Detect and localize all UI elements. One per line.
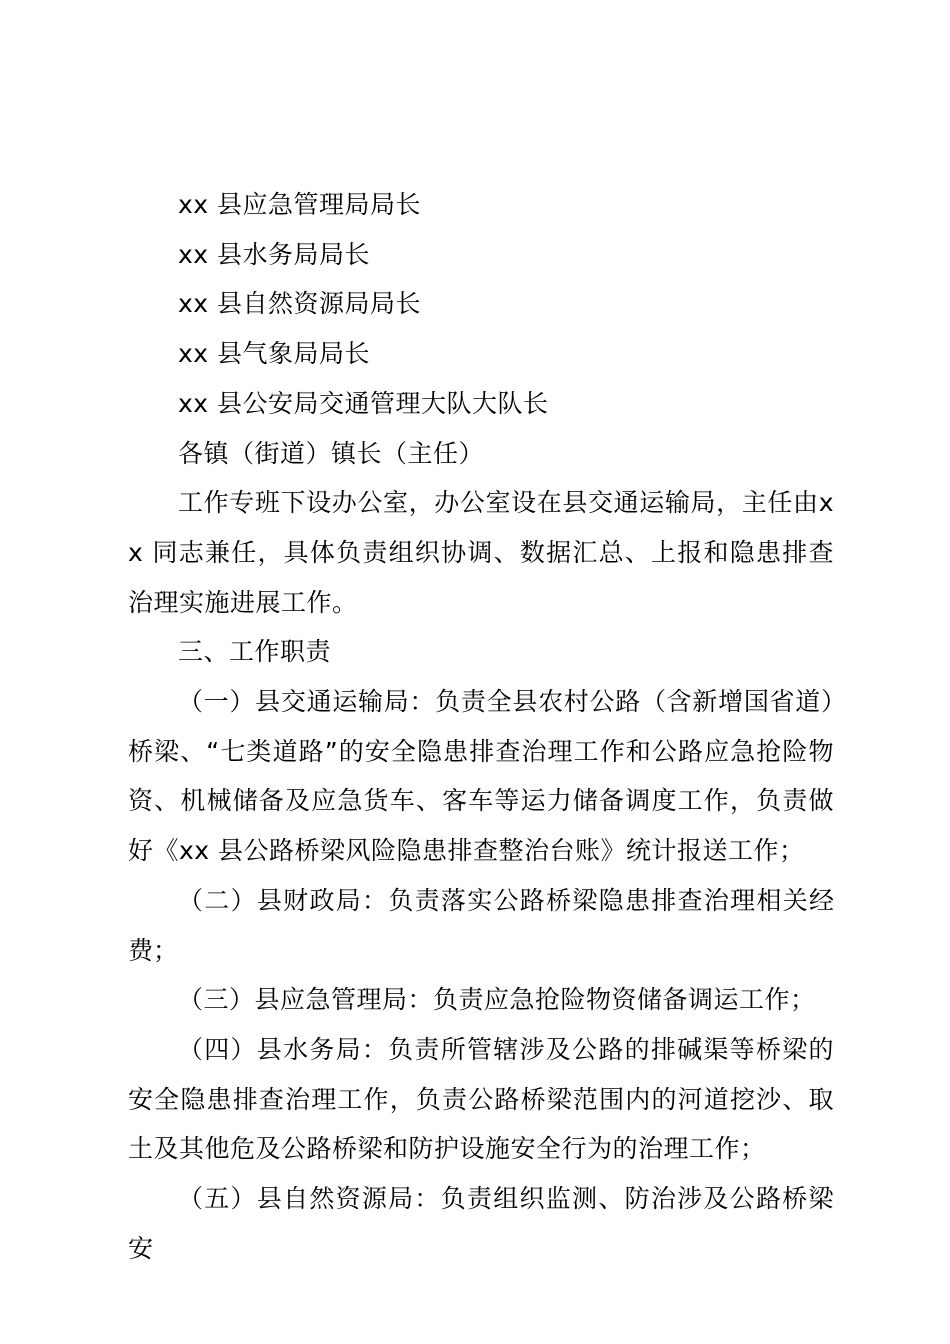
member-line: xx 县气象局局长 — [178, 339, 371, 369]
member-line: 各镇（街道）镇长（主任） — [178, 438, 485, 468]
duty-paragraph: （三）县应急管理局：负责应急抢险物资储备调运工作； — [178, 985, 816, 1015]
member-line: xx 县自然资源局局长 — [178, 289, 422, 319]
member-line: xx 县水务局局长 — [178, 239, 371, 269]
duty-paragraph: （四）县水务局：负责所管辖涉及公路的排碱渠等桥梁的安全隐患排查治理工作，负责公路桥梁范围内的河道挖沙、取土及其他危及公路桥梁和防护设施安全行为的治理工作； — [128, 1034, 834, 1164]
section-heading: 三、工作职责 — [178, 637, 332, 667]
duty-paragraph: （五）县自然资源局：负责组织监测、防治涉及公路桥梁安 — [128, 1184, 834, 1263]
member-line: xx 县应急管理局局长 — [178, 190, 422, 219]
duty-paragraph: （一）县交通运输局：负责全县农村公路（含新增国省道）桥梁、“七类道路”的安全隐患排查治理工作和公路应急抢险物资、机械储备及应急货车、客车等运力储备调度工作，负责做好《xx 县公路桥梁风险隐患排查整治台账》统计报送工作； — [128, 687, 834, 866]
office-paragraph: 工作专班下设办公室，办公室设在县交通运输局，主任由xx 同志兼任，具体负责组织协调、数据汇总、上报和隐患排查治理实施进展工作。 — [128, 488, 834, 617]
document-page — [128, 180, 834, 1273]
duty-paragraph: （二）县财政局：负责落实公路桥梁隐患排查治理相关经费； — [128, 885, 834, 965]
member-line: xx 县公安局交通管理大队大队长 — [178, 388, 549, 418]
